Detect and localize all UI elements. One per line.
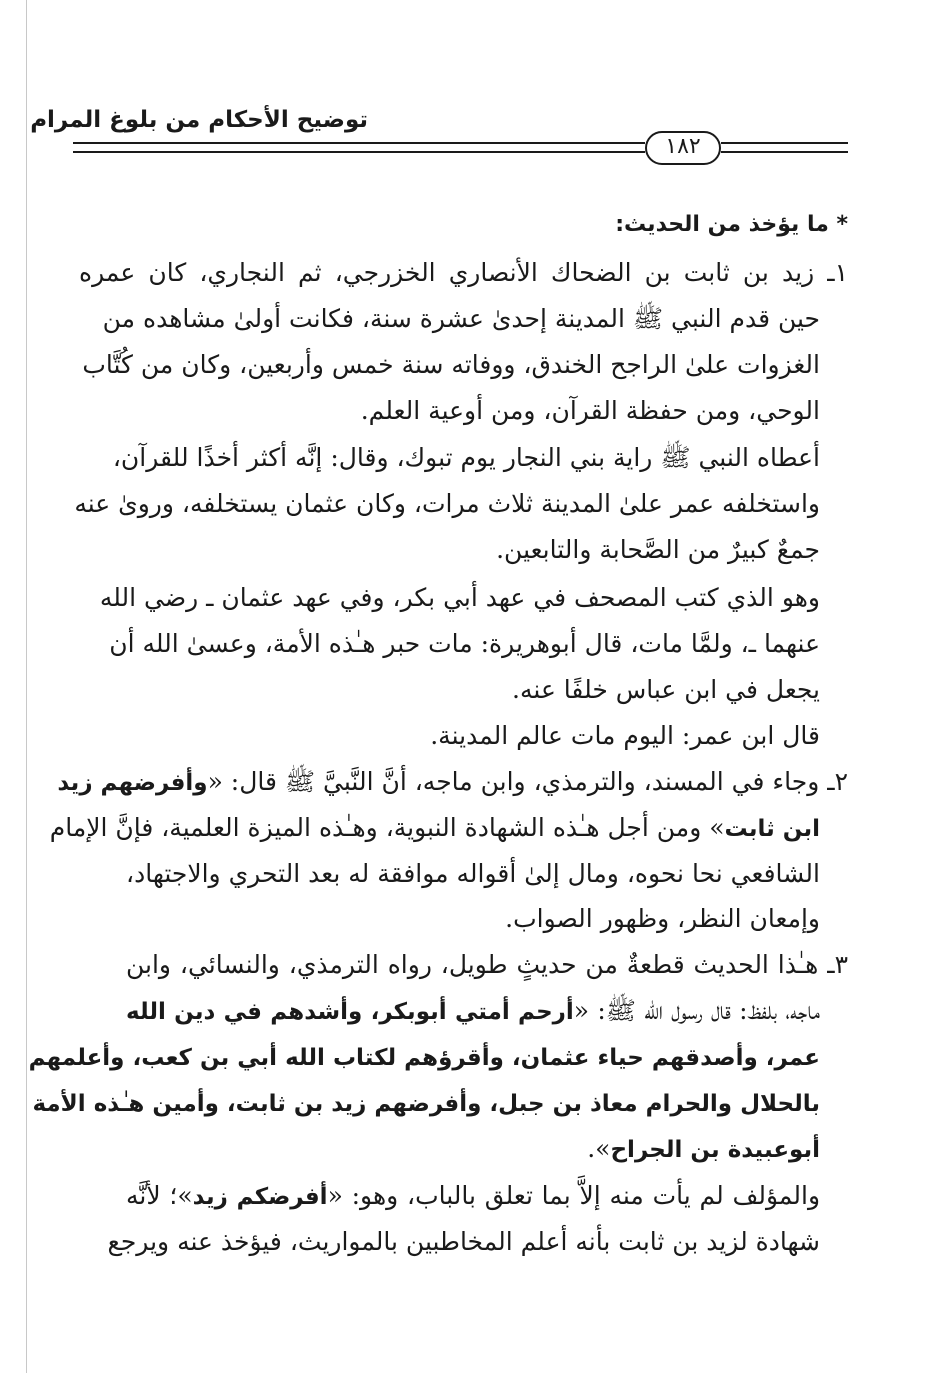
text-line [126,668,820,712]
page-number: ١٨٢ [645,131,721,165]
text-line [49,806,820,850]
line-text: واستخلفه عمر علىٰ المدينة ثلاث مرات، وكان عثمان يستخلفه، وروىٰ عنه [74,489,820,518]
header-rule-left [73,142,645,153]
line-text: أعطاه النبي ﷺ راية بني النجار يوم تبوك، وقال: إنَّه أكثر أخذًا للقرآن، [112,443,820,472]
text-line [109,622,820,666]
page-edge-line [26,0,27,1373]
line-text: ٣ـ هـٰذا الحديث قطعةٌ من حديثٍ طويل، رواه الترمذي، والنسائي، وابن [126,950,848,979]
text-line [74,482,820,526]
line-text: حين قدم النبي ﷺ المدينة إحدىٰ عشرة سنة، فكانت أولىٰ مشاهده من [102,304,820,333]
text-line [126,852,820,896]
text-line [82,343,820,387]
section-heading: * ما يؤخذ من الحديث: [615,212,848,237]
line-text: عنهما ـ، ولمَّا مات، قال أبوهريرة: مات حبر هـٰذه الأمة، وعسىٰ الله أن [109,629,820,658]
line-text: قال ابن عمر: اليوم مات عالم المدينة. [430,721,820,750]
line-text: ٢ـ وجاء في المسند، والترمذي، وابن ماجه، أنَّ النَّبيَّ ﷺ قال: « [207,767,848,796]
running-title: توضيح الأحكام من بلوغ المرام [30,107,368,133]
text-line [126,389,820,433]
line-text: الشافعي نحا نحوه، ومال إلىٰ أقواله موافقة له بعد التحري والاجتهاد، [126,859,820,888]
line-text: جمعٌ كبيرٌ من الصَّحابة والتابعين. [496,535,820,564]
hadith-quote: أبوعبيدة بن الجراح [610,1137,820,1163]
text-line [102,297,820,341]
text-line [57,760,848,804]
hadith-quote: بالحلال والحرام معاذ بن جبل، وأفرضهم زيد بن ثابت، وأمين هـٰذه الأمة [32,1091,820,1117]
line-text: »؛ لأنَّه [126,1181,193,1210]
hadith-quote: أرحم أمتي أبوبكر، وأشدهم في دين الله [126,999,574,1025]
line-text: ١ـ زيد بن ثابت بن الضحاك الأنصاري الخزرجي، ثم النجاري، كان عمره [79,258,848,287]
hadith-quote: وأفرضهم زيد [57,770,208,796]
hadith-quote: عمر، وأصدقهم حياء عثمان، وأقرؤهم لكتاب الله أبي بن كعب، وأعلمهم [28,1045,820,1071]
text-line [107,1220,820,1264]
text-line [99,576,820,620]
text-line [79,251,848,295]
line-text: وهو الذي كتب المصحف في عهد أبي بكر، وفي عهد عثمان ـ رضي الله [99,583,820,612]
text-line [126,1174,820,1218]
text-line [126,897,820,941]
line-text: ماجه، بلفظ: قال رسول الله ﷺ: « [573,996,820,1025]
line-text: الوحي، ومن حفظة القرآن، ومن أوعية العلم. [360,396,820,425]
text-line [126,714,820,758]
text-line [126,943,848,987]
line-text: ». [587,1134,611,1163]
line-text: وإمعان النظر، وظهور الصواب. [505,904,820,933]
hadith-quote: ابن ثابت [724,816,820,842]
text-line [112,436,820,480]
line-text: والمؤلف لم يأت منه إلاَّ بما تعلق بالباب، وهو: « [327,1181,821,1210]
text-line [126,989,820,1033]
line-text: الغزوات علىٰ الراجح الخندق، ووفاته سنة خمس وأربعين، وكان من كُتَّاب [82,350,820,379]
header-rule-right [721,142,848,153]
line-text: » ومن أجل هـٰذه الشهادة النبوية، وهـٰذه الميزة العلمية، فإنَّ الإمام [49,813,725,842]
text-line [126,528,820,572]
text-line [28,1035,820,1079]
line-text: يجعل في ابن عباس خلفًا عنه. [512,675,820,704]
text-line [126,1127,820,1171]
text-line [32,1081,820,1125]
line-text: شهادة لزيد بن ثابت بأنه أعلم المخاطبين بالمواريث، فيؤخذ عنه ويرجع [107,1227,820,1256]
hadith-quote: أفرضكم زيد [192,1184,328,1210]
